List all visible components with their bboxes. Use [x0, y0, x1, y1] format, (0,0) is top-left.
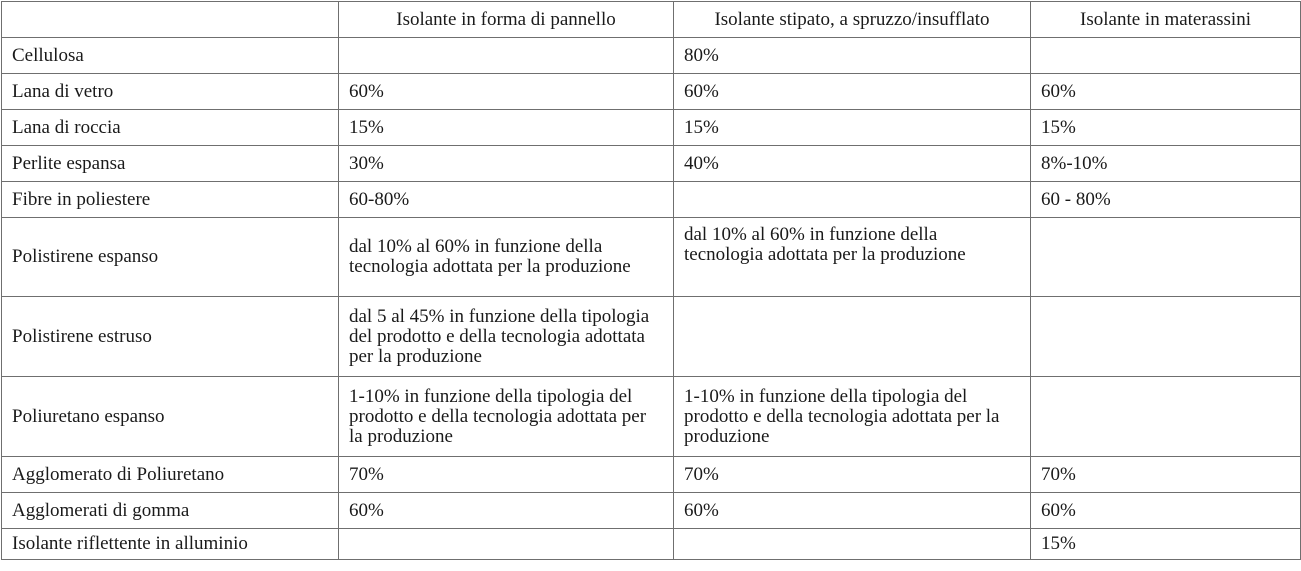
table-cell: 60% [339, 493, 674, 529]
table-cell: 80% [674, 38, 1031, 74]
table-row [2, 297, 1301, 377]
row-label: Polistirene espanso [2, 218, 339, 297]
table-cell: 60% [674, 74, 1031, 110]
row-label: Agglomerato di Poliuretano [2, 457, 339, 493]
row-label: Lana di roccia [2, 110, 339, 146]
table-cell: 30% [339, 146, 674, 182]
table-cell [674, 297, 1031, 377]
table-cell: 60% [674, 493, 1031, 529]
table-cell: 60% [1031, 74, 1301, 110]
table-row [2, 110, 1301, 146]
table-row [2, 74, 1301, 110]
header-row [2, 2, 1301, 38]
row-label: Agglomerati di gomma [2, 493, 339, 529]
recycled-content-table [1, 1, 1301, 560]
table-cell [1031, 38, 1301, 74]
table-cell: 60-80% [339, 182, 674, 218]
table-row [2, 38, 1301, 74]
table-cell [1031, 218, 1301, 297]
table-row [2, 457, 1301, 493]
table-cell [339, 38, 674, 74]
table-cell: 1-10% in funzione della tipologia del prodotto e della tecnologia adottata per la produzione [674, 377, 1031, 457]
table-cell: 1-10% in funzione della tipologia del prodotto e della tecnologia adottata per la produzione [339, 377, 674, 457]
table-cell [674, 182, 1031, 218]
table-row [2, 493, 1301, 529]
row-label: Polistirene estruso [2, 297, 339, 377]
table-cell: 60 - 80% [1031, 182, 1301, 218]
table-cell: 70% [1031, 457, 1301, 493]
row-label: Lana di vetro [2, 74, 339, 110]
table-row [2, 377, 1301, 457]
header-cell-empty [2, 2, 339, 38]
table-row [2, 182, 1301, 218]
table-cell: 70% [339, 457, 674, 493]
header-cell-insufflato: Isolante stipato, a spruzzo/insufflato [674, 2, 1031, 38]
header-cell-pannello: Isolante in forma di pannello [339, 2, 674, 38]
table-cell: 60% [1031, 493, 1301, 529]
table-cell: 15% [1031, 529, 1301, 560]
table-cell [1031, 377, 1301, 457]
table-cell: 60% [339, 74, 674, 110]
header-cell-materassini: Isolante in materassini [1031, 2, 1301, 38]
table-row [2, 146, 1301, 182]
row-label: Cellulosa [2, 38, 339, 74]
table-cell: 70% [674, 457, 1031, 493]
row-label: Perlite espansa [2, 146, 339, 182]
table-cell [1031, 297, 1301, 377]
table-cell: 40% [674, 146, 1031, 182]
table-cell: dal 5 al 45% in funzione della tipologia del prodotto e della tecnologia adottata per la produzione [339, 297, 674, 377]
table-cell: 15% [674, 110, 1031, 146]
table-cell: dal 10% al 60% in funzione della tecnologia adottata per la produzione [674, 218, 1031, 297]
table-cell: 15% [339, 110, 674, 146]
table-cell [674, 529, 1031, 560]
table-cell [339, 529, 674, 560]
row-label: Poliuretano espanso [2, 377, 339, 457]
row-label: Fibre in poliestere [2, 182, 339, 218]
table-row [2, 529, 1301, 560]
row-label: Isolante riflettente in alluminio [2, 529, 339, 560]
table-cell: 15% [1031, 110, 1301, 146]
table-cell: 8%-10% [1031, 146, 1301, 182]
table-cell: dal 10% al 60% in funzione della tecnologia adottata per la produzione [339, 218, 674, 297]
table-row [2, 218, 1301, 297]
